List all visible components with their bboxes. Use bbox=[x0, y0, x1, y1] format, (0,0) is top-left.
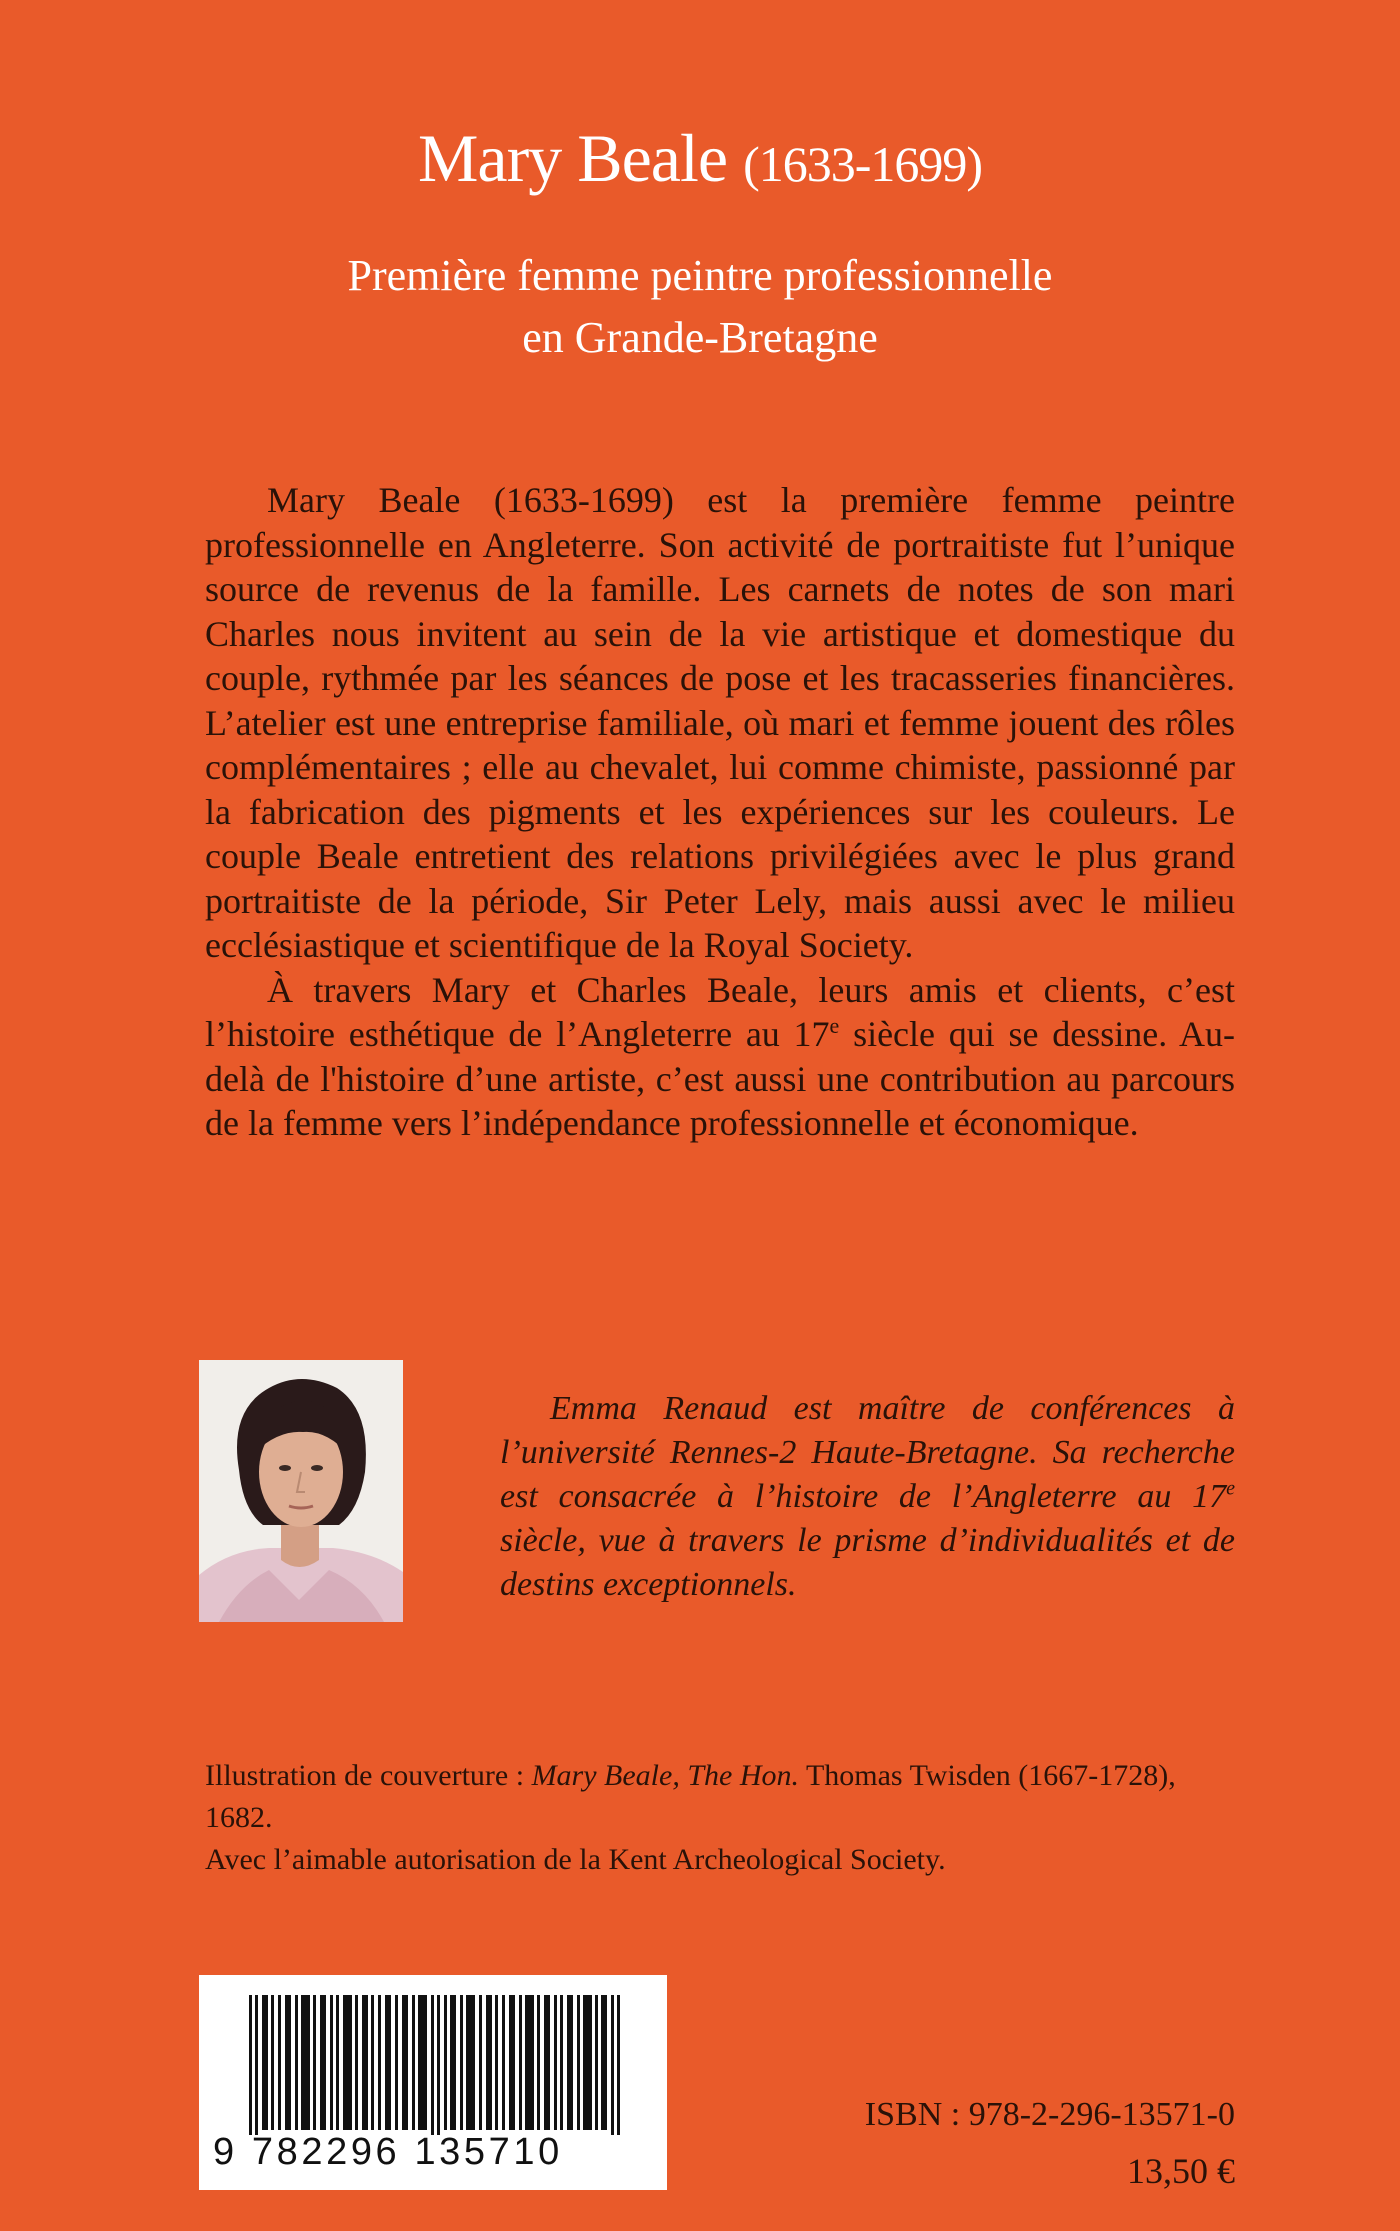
author-portrait-image bbox=[199, 1360, 403, 1622]
subtitle-line-2: en Grande-Bretagne bbox=[522, 313, 878, 362]
barcode-digits: 9 782296 135710 bbox=[213, 2131, 563, 2173]
summary-paragraph-2: À travers Mary et Charles Beale, leurs amis et clients, c’est l’histoire esthétique de l’Angleterre au 17e siècle qui se dessine. Au-delà de l'histoire d’une artiste, c’est aussi une contribution au parcours de la femme vers l’indépendance professionnelle et économique. bbox=[205, 969, 1235, 1143]
illustration-credit bbox=[205, 1755, 1235, 1881]
summary-text bbox=[205, 478, 1235, 1146]
credit-permission: Avec l’aimable autorisation de la Kent Archeological Society. bbox=[205, 1843, 946, 1876]
author-bio bbox=[500, 1387, 1235, 1607]
author-photo bbox=[199, 1360, 403, 1622]
credit-line: Illustration de couverture : Mary Beale, The Hon. Thomas Twisden (1667-1728), 1682. bbox=[205, 1759, 1176, 1834]
title-dates: (1633-1699) bbox=[743, 136, 983, 192]
book-subtitle bbox=[0, 245, 1400, 369]
title-name: Mary Beale bbox=[417, 120, 728, 196]
isbn: ISBN : 978-2-296-13571-0 bbox=[864, 2096, 1235, 2133]
subtitle-line-1: Première femme peintre professionnelle bbox=[347, 251, 1053, 300]
summary-paragraph-1: Mary Beale (1633-1699) est la première femme peintre professionnelle en Angleterre. Son activité de portraitiste fut l’unique source de revenus de la famille. Les carnets de notes de son mari Charles nous invitent au sein de la vie artistique et domestique du couple, rythmée par les séances de pose et les tracasseries financières. L’atelier est une entreprise familiale, où mari et femme jouent des rôles complémentaires ; elle au chevalet, lui comme chimiste, passionné par la fabrication des pigments et les expériences sur les couleurs. Le couple Beale entretient des relations privilégiées avec le plus grand portraitiste de la période, Sir Peter Lely, mais aussi avec le milieu ecclésiastique et scientifique de la Royal Society. bbox=[205, 480, 1235, 965]
barcode bbox=[199, 1975, 667, 2190]
barcode-bars bbox=[199, 1975, 667, 2135]
author-bio-text: Emma Renaud est maître de conférences à l’université Rennes-2 Haute-Bretagne. Sa recherche est consacrée à l’histoire de l’Angleterre au 17e siècle, vue à travers le prisme d’individualités et de destins exceptionnels. bbox=[500, 1390, 1235, 1603]
price: 13,50 € bbox=[1127, 2151, 1235, 2191]
book-title bbox=[0, 118, 1400, 204]
